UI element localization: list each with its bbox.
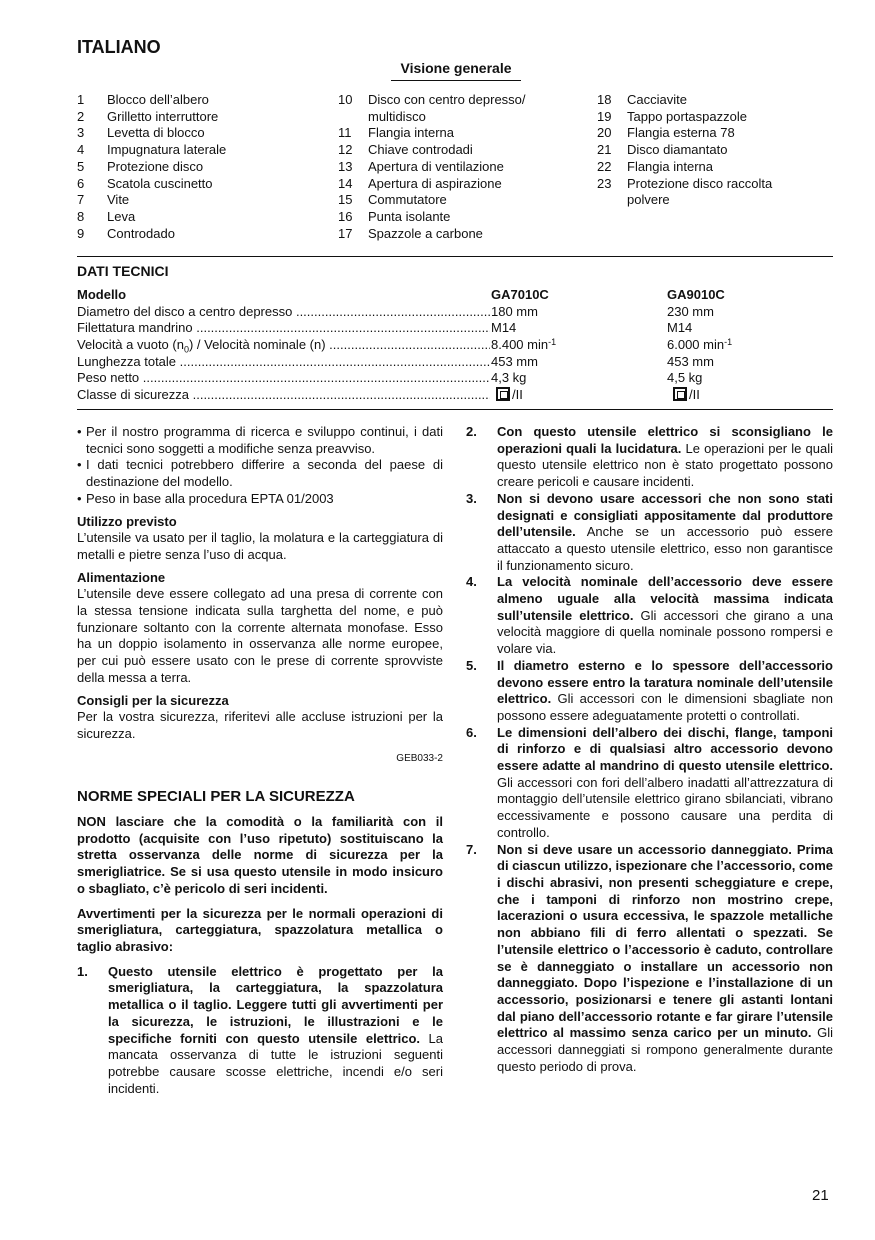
specs-row xyxy=(77,354,777,371)
section-alimentazione xyxy=(77,570,443,687)
left-column xyxy=(77,424,443,1097)
part-label: Disco diamantato xyxy=(627,142,728,158)
part-label: Tappo portaspazzole xyxy=(627,108,747,124)
part-number: 12 xyxy=(338,142,353,158)
part-item xyxy=(338,176,526,193)
part-number: 8 xyxy=(77,208,85,224)
part-label: Commutatore xyxy=(368,192,447,208)
divider xyxy=(77,256,833,257)
part-number: 3 xyxy=(77,125,85,141)
part-item xyxy=(77,142,226,159)
spec-label: Lunghezza totale ..... xyxy=(77,354,490,371)
language-heading: ITALIANO xyxy=(77,37,161,57)
part-item xyxy=(77,209,226,226)
spec-value-2: 230 mm xyxy=(667,303,714,319)
part-number: 20 xyxy=(597,125,612,141)
part-item xyxy=(338,159,526,176)
part-label: Protezione disco raccolta xyxy=(627,175,773,191)
part-number: 10 xyxy=(338,92,353,107)
double-insulation-icon xyxy=(496,387,510,401)
spec-value-2: /II xyxy=(673,387,700,404)
part-item xyxy=(597,125,772,142)
safety-paragraph: Avvertimenti per la sicurezza per le normali operazioni di smerigliatura, carteggiatura, spazzolatura metallica o taglio abrasivo: xyxy=(77,905,443,954)
part-item xyxy=(77,159,226,176)
numbered-item: 4. La velocità nominale dell’accessorio deve essere almeno uguale alla velocità massima indicata sull’utensile elettrico. Gli accessori che girano a una velocità maggiore di quella nominale possono rompersi e volare via. xyxy=(466,574,833,657)
part-item xyxy=(338,209,526,226)
part-label: Apertura di ventilazione xyxy=(368,158,504,174)
part-item xyxy=(338,125,526,142)
part-item xyxy=(77,92,226,109)
part-number: 13 xyxy=(338,158,353,174)
part-number: 23 xyxy=(597,175,612,191)
parts-list-col3 xyxy=(597,92,772,209)
part-item xyxy=(597,176,772,193)
numbered-item: 7. Non si deve usare un accessorio danneggiato. Prima di ciascun utilizzo, ispezionare che l’accessorio, come i dischi abrasivi, non presenti scheggiature e crepe, che i tamponi di rinforzo non mostrino crepe, lacerazioni o usura eccessiva, le spazzole metalliche non abbiano fili di ferro allentati o spezzati. Se l’utensile elettrico o l’accessorio è caduto, controllare se è danneggiato o installare un accessorio non danneggiato. Dopo l’ispezione e l’installazione di un accessorio, posizionarsi e tenere gli astanti lontani dal piano dell’accessorio rotante e far girare l’utensile elettrico al massimo senza carico per un minuto. Gli accessori danneggiati si rompono generalmente durante questo periodo di prova. xyxy=(466,841,833,1074)
section-text: L’utensile deve essere collegato ad una presa di corrente con la stessa tensione indicata sulla targhetta del nome, e può funzionare soltanto con la corrente alternata monofase. Esso ha un doppio isolamento in osservanza alle norme europee, per cui può essere usato con le prese di corrente sprovviste della messa a terra. xyxy=(77,586,443,685)
section-consigli xyxy=(77,693,443,743)
double-insulation-icon xyxy=(673,387,687,401)
part-label: Punta isolante xyxy=(368,208,451,224)
part-item xyxy=(338,109,526,126)
part-label: Flangia esterna 78 xyxy=(627,125,735,141)
part-item xyxy=(597,192,772,209)
part-label: Levetta di blocco xyxy=(107,125,205,141)
spec-label: Classe di sicurezza ..... xyxy=(77,387,490,404)
spec-value-1: 180 mm xyxy=(491,303,538,319)
spec-label: Peso netto ..... xyxy=(77,370,490,387)
part-label: Scatola cuscinetto xyxy=(107,175,213,191)
part-number: 22 xyxy=(597,158,612,174)
part-label: Apertura di aspirazione xyxy=(368,175,502,191)
part-number: 11 xyxy=(338,125,352,141)
bullet-text: Per il nostro programma di ricerca e sviluppo continui, i dati tecnici sono soggetti a modifiche senza preavviso. xyxy=(86,424,443,456)
spec-value-1: 4,3 kg xyxy=(491,370,527,386)
part-label: polvere xyxy=(627,192,670,208)
part-item xyxy=(77,176,226,193)
numbered-item: 6. Le dimensioni dell’albero dei dischi, flange, tamponi di rinforzo e di qualsiasi altro accessorio devono essere adatte al mandrino di questo utensile elettrico. Gli accessori con fori dell’albero inadatti all’attrezzatura di montaggio dell’utensile elettrico girano sbilanciati, vibrano eccessivamente e possono causare una perdita di controllo. xyxy=(466,724,833,840)
section-heading: Utilizzo previsto xyxy=(77,513,177,529)
section-heading: Alimentazione xyxy=(77,569,166,585)
part-number: 7 xyxy=(77,192,85,208)
spec-value-1: /II xyxy=(495,387,523,404)
specs-row xyxy=(77,320,777,337)
part-label: Cacciavite xyxy=(627,92,687,107)
spec-value-2: 4,5 kg xyxy=(667,370,703,386)
part-item xyxy=(597,142,772,159)
section-text: L’utensile va usato per il taglio, la molatura e la carteggiatura di metalli e pietre senza l’uso di acqua. xyxy=(77,530,443,562)
numbered-item: 5. Il diametro esterno e lo spessore dell’accessorio devono essere entro la taratura nominale dell’utensile elettrico. Gli accessori con le dimensioni sbagliate non possono essere adeguatamente protetti o controllati. xyxy=(466,657,833,723)
spec-value-1: 8.400 $\min^{-1}$ xyxy=(491,337,557,353)
specs-row xyxy=(77,387,777,404)
specs-header-row xyxy=(77,287,777,304)
right-column xyxy=(466,424,833,1075)
part-label: Disco con centro depresso/ xyxy=(368,92,526,107)
part-item xyxy=(597,92,772,109)
specs-row xyxy=(77,304,777,321)
part-number xyxy=(597,192,627,209)
spec-value-2: 453 mm xyxy=(667,353,714,369)
part-number xyxy=(338,109,368,126)
specs-title: DATI TECNICI xyxy=(77,263,169,279)
divider xyxy=(77,409,833,410)
bullet-text: I dati tecnici potrebbero differire a seconda del paese di destinazione del modello. xyxy=(86,457,443,490)
bullet-text: Peso in base alla procedura EPTA 01/2003 xyxy=(86,490,334,506)
part-number: 16 xyxy=(338,208,353,224)
part-number: 6 xyxy=(77,175,85,191)
part-item xyxy=(77,192,226,209)
part-label: Leva xyxy=(107,208,136,224)
part-item xyxy=(338,92,526,109)
part-number: 9 xyxy=(77,225,85,241)
part-number: 1 xyxy=(77,92,85,107)
document-code: GEB033-2 xyxy=(396,752,443,764)
part-label: Flangia interna xyxy=(368,125,454,141)
part-label: Blocco dell’albero xyxy=(107,92,209,107)
parts-list-col1 xyxy=(77,92,226,242)
part-item xyxy=(338,226,526,243)
bullet-item: • Peso in base alla procedura EPTA 01/2003 xyxy=(77,490,334,506)
numbered-item: 1. Questo utensile elettrico è progettato per la smerigliatura, la carteggiatura, la spazzolatura metallica o il taglio. Leggere tutti gli avvertimenti per la sicurezza, le istruzioni, le illustrazioni e le specifiche forniti con questo utensile elettrico. La mancata osservanza di tutte le istruzioni seguenti potrebbe causare scosse elettriche, incendi e/o seri incidenti. xyxy=(77,963,444,1096)
part-number: 15 xyxy=(338,192,353,208)
parts-list-col2 xyxy=(338,92,526,242)
section-text: Per la vostra sicurezza, riferitevi alle accluse istruzioni per la sicurezza. xyxy=(77,709,443,741)
overview-title: Visione generale xyxy=(391,60,521,81)
spec-value-2: 6.000 $\min^{-1}$ xyxy=(667,337,733,353)
part-label: Vite xyxy=(107,192,130,208)
bullet-item: • I dati tecnici potrebbero differire a seconda del paese di destinazione del modello. xyxy=(77,457,443,490)
part-number: 17 xyxy=(338,225,353,241)
part-item xyxy=(77,109,226,126)
specs-table xyxy=(77,287,777,404)
numbered-item: 3. Non si devono usare accessori che non sono stati designati e consigliati appositamente dal produttore dell’utensile. Anche se un accessorio può essere attaccato a questo utensile elettrico, esso non garantisce il funzionamento sicuro. xyxy=(466,490,833,573)
part-label: Controdado xyxy=(107,225,175,241)
spec-label: Diametro del disco a centro depresso ..... xyxy=(77,304,490,321)
specs-row xyxy=(77,370,777,387)
part-number: 21 xyxy=(597,142,612,158)
part-number: 5 xyxy=(77,158,85,174)
spec-label: Filettatura mandrino ..... xyxy=(77,320,490,337)
page-number: 21 xyxy=(812,1187,829,1204)
specs-row xyxy=(77,337,777,354)
part-label: Impugnatura laterale xyxy=(107,142,227,158)
safety-paragraph: NON lasciare che la comodità o la familiarità con il prodotto (acquisite con l’uso ripetuto) sostituiscano la stretta osservanza delle norme di sicurezza per la smerigliatrice. Se si usa questo utensile in modo insicuro o sbagliato, c’è pericolo di seri incidenti. xyxy=(77,814,443,896)
part-item xyxy=(338,142,526,159)
safety-rules-heading: NORME SPECIALI PER LA SICUREZZA xyxy=(77,788,355,806)
part-item xyxy=(597,109,772,126)
part-label: Flangia interna xyxy=(627,158,713,174)
section-utilizzo xyxy=(77,514,443,564)
spec-label: Velocità a vuoto $(n_0)$ / Velocità nominale (n) ..... xyxy=(77,337,490,358)
part-item xyxy=(597,159,772,176)
spec-value-1: 453 mm xyxy=(491,353,538,369)
part-label: Grilletto interruttore xyxy=(107,108,219,124)
part-item xyxy=(338,192,526,209)
part-item xyxy=(77,125,226,142)
part-item xyxy=(77,226,226,243)
spec-value-2: M14 xyxy=(667,320,693,336)
part-label: Spazzole a carbone xyxy=(368,225,483,241)
section-heading: Consigli per la sicurezza xyxy=(77,692,229,708)
part-label: Protezione disco xyxy=(107,158,204,174)
part-label: multidisco xyxy=(368,108,426,124)
part-number: 14 xyxy=(338,175,353,191)
specs-header-label: Modello xyxy=(77,287,127,302)
part-number: 2 xyxy=(77,108,85,124)
part-label: Chiave controdadi xyxy=(368,142,473,158)
spec-value-1: M14 xyxy=(491,320,517,336)
part-number: 19 xyxy=(597,108,612,124)
specs-header-model2: GA9010C xyxy=(667,287,725,302)
bullet-item: • Per il nostro programma di ricerca e sviluppo continui, i dati tecnici sono soggetti a modifiche senza preavviso. xyxy=(77,424,443,456)
part-number: 18 xyxy=(597,92,612,107)
part-number: 4 xyxy=(77,142,85,158)
numbered-item: 2. Con questo utensile elettrico si sconsigliano le operazioni quali la lucidatura. Le operazioni per le quali questo utensile elettrico non è stato progettato possono creare pericoli e causare incidenti. xyxy=(466,424,833,490)
specs-header-model1: GA7010C xyxy=(491,287,549,302)
